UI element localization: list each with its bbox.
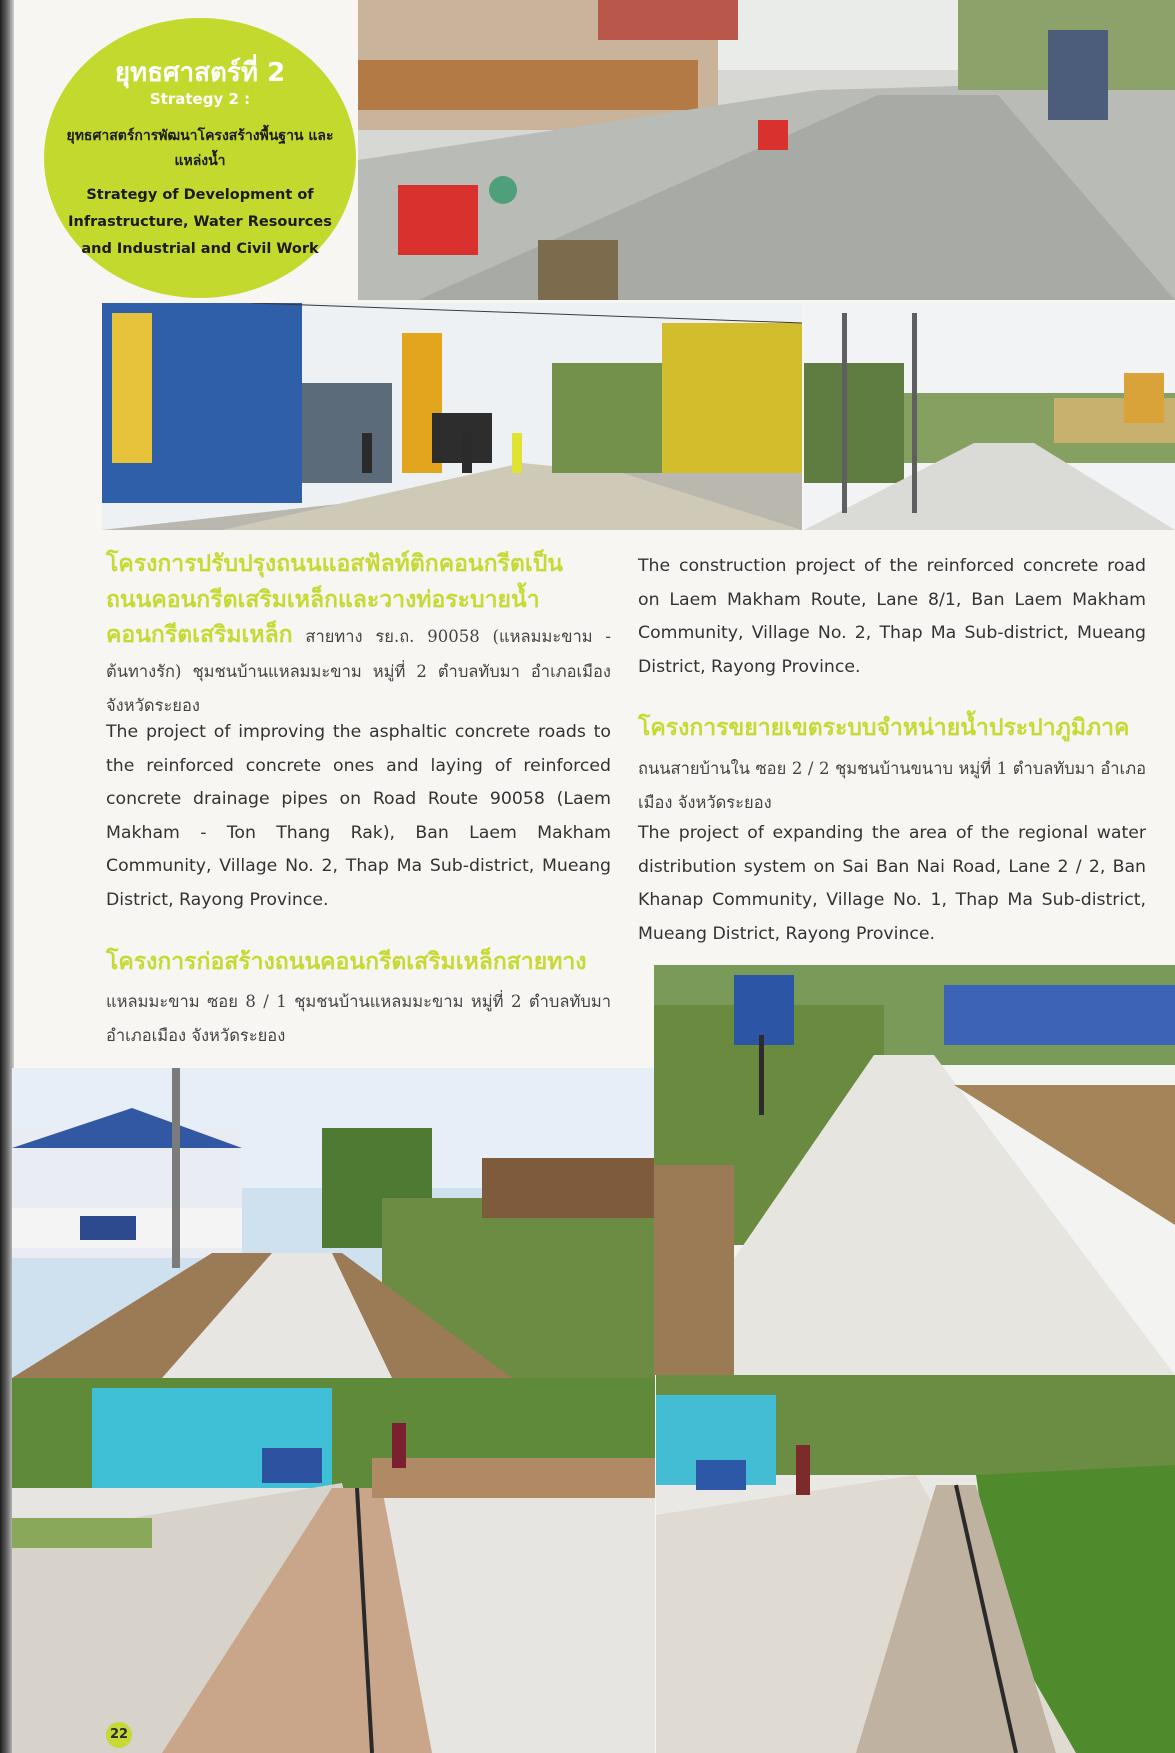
project2-heading: โครงการก่อสร้างถนนคอนกรีตเสริมเหล็กสายทาง (106, 949, 587, 975)
photo-lane-concrete-road (12, 1068, 655, 1378)
project1-description-en: The project of improving the asphaltic concrete roads to the reinforced concrete ones and laying of reinforced concrete drainage pipes on Road Route 90058 (Laem Makham - Ton Thang Rak), Ban Laem Makham Community, Village No. 2, Thap Ma Sub-district, Mueang District, Rayong Province. (106, 722, 611, 910)
strategy-title-thai: ยุทธศาสตร์ที่ 2 (114, 58, 286, 88)
photo-pipe-laying-right (656, 1375, 1175, 1753)
strategy-title-en: Strategy 2 : (149, 90, 251, 108)
strategy-name-en: Strategy of Development of Infrastructure, Water Resources and Industrial and Civil Work (68, 187, 332, 257)
project3-description-en: The project of expanding the area of the regional water distribution system on Sai Ban Nai Road, Lane 2 / 2, Ban Khanap Community, Village No. 1, Thap Ma Sub-district, Mueang District, Rayong Province. (638, 823, 1146, 944)
photo-road-concreting (358, 0, 1175, 300)
page-number: 22 (106, 1722, 132, 1748)
strategy-name-thai: ยุทธศาสตร์การพัฒนาโครงสร้างพื้นฐาน และแหล่งน้ำ (66, 128, 334, 169)
project1-detail-thai: สายทาง รย.ถ. 90058 (แหลมมะขาม - ต้นทางรัก) ชุมชนบ้านแหลมมะขาม หมู่ที่ 2 ตำบลทับมา อำเภอเมือง จังหวัดระยอง (106, 627, 611, 715)
project2-description-en: The construction project of the reinforced concrete road on Laem Makham Route, Lane 8/1, Ban Laem Makham Community, Village No. 2, Thap Ma Sub-district, Mueang District, Rayong Province. (638, 556, 1146, 677)
project3-detail-thai: ถนนสายบ้านใน ซอย 2 / 2 ชุมชนบ้านขนาบ หมู่ที่ 1 ตำบลทับมา อำเภอเมือง จังหวัดระยอง (638, 759, 1146, 812)
photo-pipe-laying-left (12, 1378, 655, 1753)
strategy-badge (44, 18, 356, 298)
project2-detail-thai: แหลมมะขาม ซอย 8 / 1 ชุมชนบ้านแหลมมะขาม หมู่ที่ 2 ตำบลทับมา อำเภอเมือง จังหวัดระยอง (106, 992, 611, 1045)
project3-heading: โครงการขยายเขตระบบจำหน่ายน้ำประปาภูมิภาค (638, 715, 1130, 741)
project1-text (106, 548, 611, 724)
photo-village-road-signboard (654, 965, 1175, 1375)
photo-excavator-roadwork (102, 303, 802, 530)
project1-heading: โครงการปรับปรุงถนนแอสฟัลท์ติกคอนกรีตเป็น ถนนคอนกรีตเสริมเหล็กและวางท่อระบายน้ำ คอนกรีตเสริมเหล็ก (106, 551, 564, 648)
photo-finished-road (804, 303, 1175, 530)
